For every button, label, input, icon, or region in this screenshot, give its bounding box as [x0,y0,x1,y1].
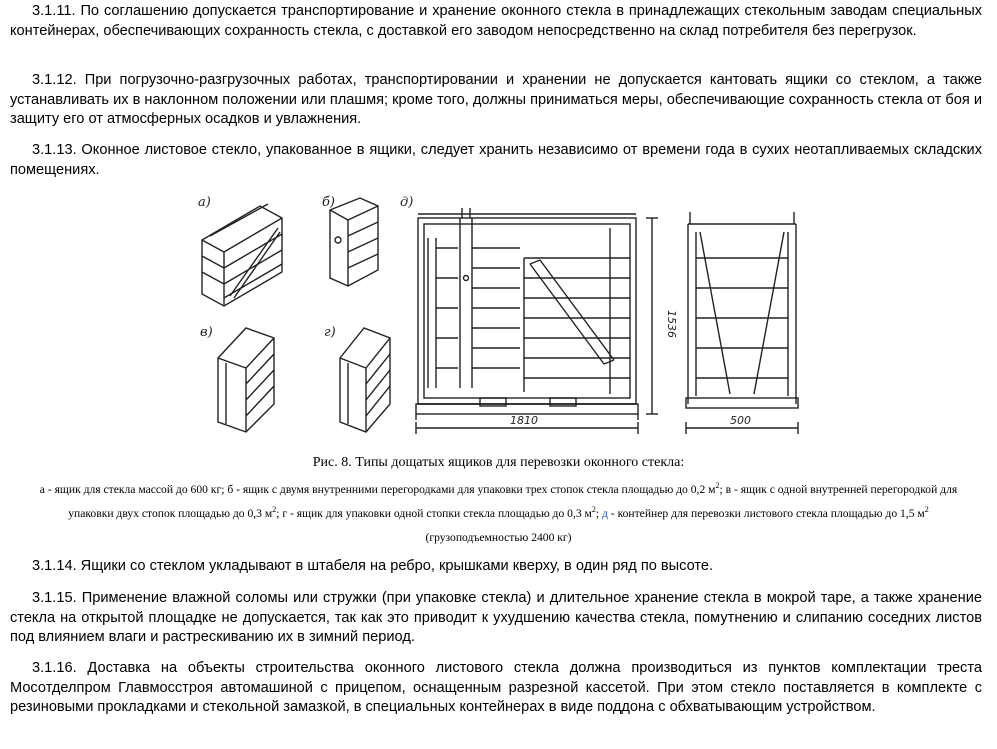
figure-caption-body: а - ящик для стекла массой до 600 кг; б - ящик с двумя внутренними перегородками для упаковки трех стопок стекла площадью до 0,2 $м^2$; в - ящик с одной внутренней перегородкой для упаковки двух стопок площадью до 0,3 $м^2$; г - ящик для упаковки одной стопки стекла площадью до 0,3 $м^2$; д - контейнер для перевозки листового стекла площадью до 1,5 $м^2$ (грузоподъемностью 2400 кг) [39,481,958,544]
container-side-drawing [686,212,798,434]
dim-depth: 500 [730,414,751,427]
label-v: в) [200,325,213,340]
crate-g-drawing [340,328,390,432]
paragraph-3-1-13: 3.1.13. Оконное листовое стекло, упакованное в ящики, следует хранить независимо от времени года в сухих неотапливаемых складских помещениях. [10,142,982,178]
container-front-drawing [416,208,658,434]
dim-width: 1810 [510,414,538,427]
figure-caption-title: Рис. 8. Типы дощатых ящиков для перевозки оконного стекла: [312,455,685,470]
crate-v-drawing [218,328,274,432]
crate-b-drawing [330,198,378,286]
paragraph-3-1-16: 3.1.16. Доставка на объекты строительства оконного листового стекла должна производиться из пунктов комплектации треста Мосотделпром Главмосстроя автомашиной с прицепом, оснащенным разрезной кассетой. При этом стекло поставляется в комплекте с резиновыми прокладками и стекольной замазкой, в специальных контейнерах в виде поддона с обхватывающим устройством. [10,660,982,715]
paragraph-3-1-15: 3.1.15. Применение влажной соломы или стружки (при упаковке стекла) и длительное хранение стекла в мокрой таре, а также хранение стекла на открытой площадке не допускается, так как это приводит к ухудшению качества стекла, помутнению и слипанию соседних листов под влиянием влаги и растрескиванию их в зимний период. [10,590,982,645]
label-g: г) [324,325,336,340]
dim-height: 1536 [665,310,678,338]
label-b: б) [322,195,336,210]
label-d: д) [400,195,414,210]
paragraph-3-1-14: 3.1.14. Ящики со стеклом укладывают в штабеля на ребро, крышками кверху, в один ряд по высоте. [32,558,714,574]
paragraph-3-1-12: 3.1.12. При погрузочно-разгрузочных работах, транспортировании и хранении не допускается кантовать ящики со стеклом, а также устанавливать их в наклонном положении или плашмя; кроме того, должны приниматься меры, обеспечивающие сохранность стекла от боя и защиту его от атмосферных осадков и увлажнения. [10,72,982,127]
paragraph-3-1-11: 3.1.11. По соглашению допускается транспортирование и хранение оконного стекла в принадлежащих стекольным заводам специальных контейнерах, обеспечивающих сохранность стекла, с доставкой его заводом непосредственно на склад потребителя без перегрузок. [10,3,982,39]
caption-link-d[interactable]: д [602,507,608,520]
label-a: а) [198,195,211,210]
crate-drawings-figure [190,188,805,440]
crate-a-drawing [202,204,282,306]
